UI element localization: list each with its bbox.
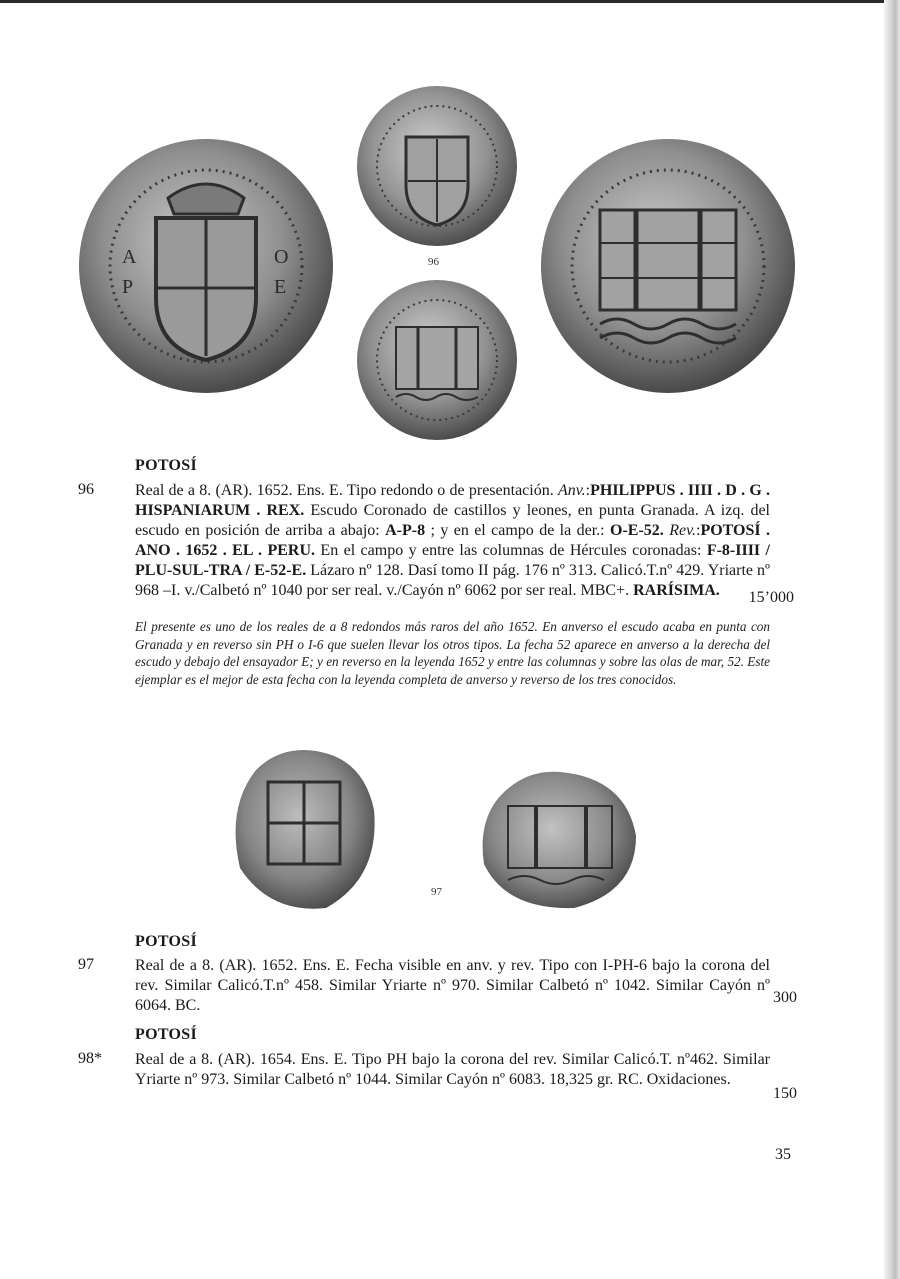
coin-96-image-label: 96 [428,256,439,268]
svg-text:A: A [122,246,137,268]
coin-96-reverse-small-image [356,279,518,441]
page-top-edge [0,0,900,3]
page-number: 35 [775,1146,791,1163]
coin-97-reverse-image [478,770,638,910]
coin-97-image-label: 97 [431,886,442,898]
lot-98-description: Real de a 8. (AR). 1654. Ens. E. Tipo PH bajo la corona del rev. Similar Calicó.T. nº462. Similar Yriarte nº 973. Similar Calbetó nº 1044. Similar Cayón nº 6083. 18,325 gr. RC. Oxidaciones. [135,1051,770,1088]
lot-98-heading: POTOSÍ [135,1026,197,1043]
svg-text:P: P [122,276,134,298]
lot-98-number: 98* [78,1050,102,1067]
lot-97-description: Real de a 8. (AR). 1652. Ens. E. Fecha visible en anv. y rev. Tipo con I-PH-6 bajo la corona del rev. Similar Calicó.T.nº 458. Similar Yriarte nº 970. Similar Calbetó nº 1042. Similar Cayón nº 6064. BC. [135,957,770,1014]
lot-97-number: 97 [78,956,94,973]
coin-97-obverse-image [230,748,378,912]
coin-96-obverse-large-image [78,138,334,394]
lot-96-note: El presente es uno de los reales de a 8 redondos más raros del año 1652. En anverso el escudo acaba en punta con Granada y en reverso sin PH o I-6 que suelen llevar los otros tipos. La fecha 52 aparece en anverso a la derecha del escudo y debajo del ensayador E; y en reverso en la leyenda 1652 y entre las columnas y sobre las olas de mar, 52. Este ejemplar es el mejor de esta fecha con la leyenda completa de anverso y reverso de los tres conocidos. [135,619,770,687]
svg-text:O: O [274,246,289,268]
coin-96-obverse-small-image [356,85,518,247]
svg-text:E: E [274,276,287,298]
lot-97-heading: POTOSÍ [135,933,197,950]
lot-96-heading: POTOSÍ [135,457,197,474]
lot-98-price: 150 [773,1085,797,1102]
page-spine-edge [884,0,900,1279]
lot-96-number: 96 [78,481,94,498]
lot-97-price: 300 [773,989,797,1006]
coin-96-reverse-large-image [540,138,796,394]
lot-96-description: Real de a 8. (AR). 1652. Ens. E. Tipo redondo o de presentación. Anv.:PHILIPPUS . IIII . D . G . HISPANIARUM . REX. Escudo Coronado de castillos y leones, en punta Granada. A izq. del escudo en posición de arriba a abajo: A-P-8 ; y en el campo de la der.: O-E-52. Rev.:POTOSÍ . ANO . 1652 . EL . PERU. En el campo y entre las columnas de Hércules coronadas: F-8-IIII / PLU-SUL-TRA / E-52-E. Lázaro nº 128. Dasí tomo II pág. 176 nº 313. Calicó.T.nº 429. Yriarte nº 968 –I. v./Calbetó nº 1040 por ser real. v./Cayón nº 6062 por ser real. MBC+. RARÍSIMA. [135,482,771,599]
lot-96-price: 15’000 [748,589,794,606]
